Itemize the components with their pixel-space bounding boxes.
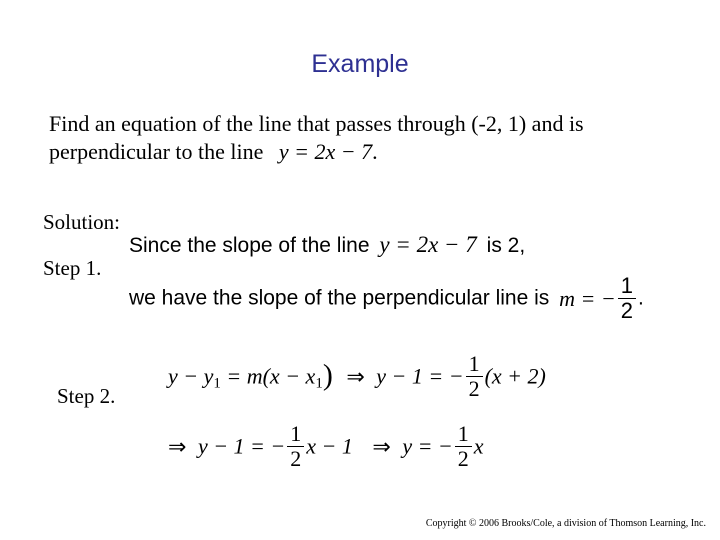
point-slope-left: y − y xyxy=(168,363,214,389)
step1-period: . xyxy=(637,286,644,310)
substituted-fraction xyxy=(466,352,483,401)
implies-arrow-icon: ⇒ xyxy=(372,433,391,459)
problem-line-2 xyxy=(49,138,689,166)
step1-line1 xyxy=(129,232,525,258)
step1-slope-fraction xyxy=(618,274,636,323)
step1-line1-suffix: is 2, xyxy=(486,234,526,257)
expanded-right: x − 1 xyxy=(306,433,353,459)
problem-equation: y = 2x − 7 xyxy=(278,139,373,164)
final-right: x xyxy=(473,433,484,459)
expanded-frac-den: 2 xyxy=(287,446,304,471)
step2-row2 xyxy=(168,422,484,471)
step2-label: Step 2. xyxy=(57,384,116,408)
expanded-frac-num: 1 xyxy=(290,421,302,446)
solution-label: Solution: xyxy=(43,210,121,234)
point-slope-close: ) xyxy=(322,358,333,392)
expanded-left: y − 1 = − xyxy=(197,433,286,459)
copyright-notice: Copyright © 2006 Brooks/Cole, a division of Thomson Learning, Inc. xyxy=(425,518,706,529)
expanded-fraction xyxy=(287,422,304,471)
point-slope-mid: = m(x − x xyxy=(226,363,316,389)
substituted-left: y − 1 = − xyxy=(376,363,464,389)
step2-row1 xyxy=(168,352,546,401)
final-frac-den: 2 xyxy=(455,446,472,471)
implies-arrow-icon: ⇒ xyxy=(168,433,187,459)
step1-line2-prefix: we have the slope of the perpendicular line is xyxy=(129,286,550,310)
slide-title-text: Example xyxy=(311,50,409,78)
final-frac-num: 1 xyxy=(457,421,469,446)
step1-line1-prefix: Since the slope of the line xyxy=(129,234,370,257)
final-left: y = − xyxy=(402,433,453,459)
step1-line1-equation: y = 2x − 7 xyxy=(379,232,477,257)
substituted-right: (x + 2) xyxy=(484,363,546,389)
point-slope-sub2: 1 xyxy=(315,375,323,392)
implies-arrow-icon: ⇒ xyxy=(346,363,365,389)
step1-line2 xyxy=(129,274,644,323)
step1-label: Step 1. xyxy=(43,256,102,280)
problem-line-1: Find an equation of the line that passes through (-2, 1) and is xyxy=(49,111,584,136)
final-fraction xyxy=(455,422,472,471)
problem-statement xyxy=(49,110,689,166)
step1-frac-den: 2 xyxy=(618,298,636,323)
point-slope-sub1: 1 xyxy=(213,375,221,392)
step1-line2-m: m = − xyxy=(559,285,616,311)
problem-period: . xyxy=(372,139,378,164)
slide-title xyxy=(0,50,720,79)
problem-line-2-text: perpendicular to the line xyxy=(49,139,264,164)
substituted-frac-num: 1 xyxy=(468,351,480,376)
step1-frac-num: 1 xyxy=(620,273,633,298)
substituted-frac-den: 2 xyxy=(466,376,483,401)
